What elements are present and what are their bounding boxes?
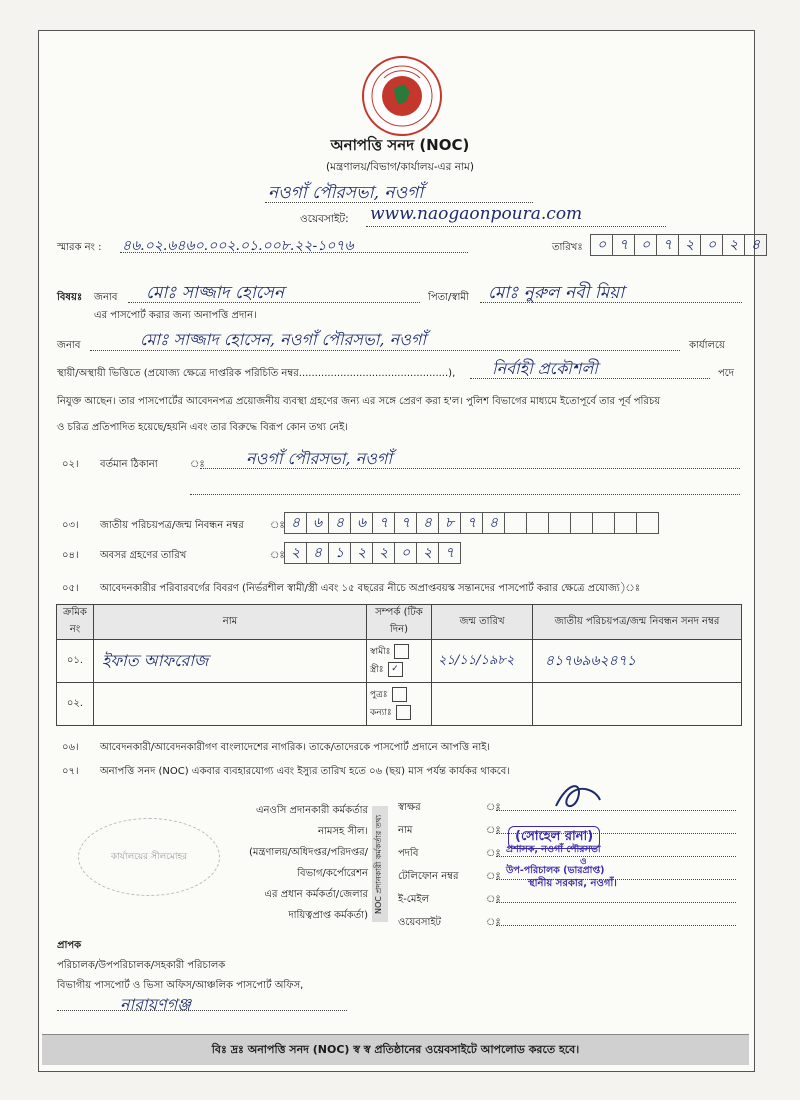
- date-digit-box-0: ০: [590, 234, 613, 256]
- issuer-description: এনওসি প্রদানকারী কর্মকর্তার নামসহ সীল। (মন্ত্রণালয়/অধিদপ্তর/পরিদপ্তর/ বিভাগ/কর্পোরেশন এর প্রধান কর্মকর্তা/জেলার দায়িত্বপ্রাপ্ত কর্মকর্তা): [248, 805, 368, 921]
- father-label: পিতা/স্বামী: [428, 292, 469, 303]
- stamp-line3: উপ-পরিচালক (ভারপ্রাপ্ত): [506, 865, 605, 876]
- nid-num: ০৩।: [62, 520, 79, 531]
- father-name: মোঃ নুরুল নবী মিয়া: [488, 283, 625, 303]
- row-serial: ০২.: [57, 683, 94, 726]
- retire-digit-box-1: ৪: [306, 542, 329, 564]
- relation-wife-label: স্ত্রীঃ: [370, 665, 384, 675]
- col-nid: জাতীয় পরিচয়পত্র/জন্ম নিবন্ধন সনদ নম্বর: [533, 605, 742, 640]
- nid-boxes: [284, 512, 658, 534]
- retire-digit-box-2: ১: [328, 542, 351, 564]
- retire-label: অবসর গ্রহণের তারিখ: [100, 550, 187, 561]
- member-name: ইফাত আফরোজ: [102, 650, 209, 670]
- member-nid: ৪১৭৬৯৬২৪৭১: [545, 653, 636, 669]
- website-label: ওয়েবসাইট:: [300, 213, 349, 225]
- post-suffix: পদে: [718, 368, 735, 379]
- family-label: আবেদনকারীর পরিবারবর্গের বিবরণ (নির্ভরশীল স্বামী/স্ত্রী এবং ১৫ বছরের নীচে অপ্রাপ্তবয়স্ক সন্তানদের পাসপোর্ট করার ক্ষেত্রে প্রযোজ্য)ঃ: [100, 583, 641, 594]
- subject-label: বিষয়ঃ: [57, 292, 83, 303]
- member-dob: ২১/১১/১৯৮২: [438, 652, 515, 668]
- col-serial: ক্রমিক নং: [57, 605, 94, 640]
- subject-mr: জনাব: [94, 292, 118, 303]
- retire-digit-box-3: ২: [350, 542, 373, 564]
- nid-digit-box-6: ৪: [416, 512, 439, 534]
- nid-digit-box-1: ৬: [306, 512, 329, 534]
- subject-line2: এর পাসপোর্ট করার জন্য অনাপত্তি প্রদান।: [94, 310, 257, 321]
- address-handwritten: নওগাঁ পৌরসভা, নওগাঁ: [246, 449, 393, 468]
- body-mr: জনাব: [57, 340, 81, 351]
- date-digit-box-6: ২: [722, 234, 745, 256]
- stamp-line1: প্রশাসক, নওগাঁ পৌরসভা: [506, 844, 601, 855]
- footer-note: বিঃ দ্রঃ অনাপত্তি সনদ (NOC) স্ব স্ব প্রতিষ্ঠানের ওয়েবসাইটে আপলোড করতে হবে।: [42, 1034, 749, 1065]
- col-relation: সম্পর্ক (টিক দিন): [367, 605, 432, 640]
- retire-num: ০৪।: [62, 550, 79, 561]
- family-num: ০৫।: [62, 583, 79, 594]
- form-subtitle: (মন্ত্রণালয়/বিভাগ/কার্যালয়-এর নাম): [326, 161, 474, 173]
- retire-digit-box-0: ২: [284, 542, 307, 564]
- recipient-line2: বিভাগীয় পাসপোর্ট ও ভিসা অফিস/আঞ্চলিক পাসপোর্ট অফিস,: [57, 980, 304, 991]
- retire-boxes: [284, 542, 460, 564]
- relation-son-label: পুত্রঃ: [370, 690, 388, 700]
- office-name-handwritten: নওগাঁ পৌরসভা, নওগাঁ: [268, 183, 424, 203]
- office-seal-placeholder: কার্যালয়ের সীলমোহর: [78, 818, 220, 896]
- son-checkbox[interactable]: [392, 687, 407, 702]
- vertical-noc-label: NOC প্রদানকারী কর্মকর্তার তথ্য: [372, 806, 388, 922]
- nid-digit-box-7: ৮: [438, 512, 461, 534]
- col-dob: জন্ম তারিখ: [432, 605, 533, 640]
- family-table: [56, 604, 742, 726]
- note6-text: আবেদনকারী/আবেদনকারীগণ বাংলাদেশের নাগরিক। তাকে/তাদেরকে পাসপোর্ট প্রদানে আপত্তি নাই।: [100, 742, 491, 753]
- retire-digit-box-7: ৭: [438, 542, 461, 564]
- nid-digit-box-14: [592, 512, 615, 534]
- date-digit-box-5: ০: [700, 234, 723, 256]
- relation-daughter-label: কন্যাঃ: [370, 708, 392, 718]
- recipient-label: প্রাপক: [57, 940, 82, 951]
- body-line3: নিযুক্ত আছেন। তার পাসপোর্টের আবেদনপত্র প্রয়োজনীয় ব্যবস্থা গ্রহণের জন্য এর সঙ্গে প্রেরণ করা হ'ল। পুলিশ বিভাগের মাধ্যমে ইতোপূর্বে তার পূর্ব পরিচয়: [57, 396, 661, 407]
- row-serial: ০১.: [57, 640, 94, 683]
- date-digit-box-2: ০: [634, 234, 657, 256]
- date-digit-box-3: ৭: [656, 234, 679, 256]
- date-digit-box-4: ২: [678, 234, 701, 256]
- note7-text: অনাপত্তি সনদ (NOC) একবার ব্যবহারযোগ্য এবং ইস্যুর তারিখ হতে ০৬ (ছয়) মাস পর্যন্ত কার্যকর থাকবে।: [100, 766, 510, 777]
- daughter-checkbox[interactable]: [396, 705, 411, 720]
- government-seal-logo: [362, 56, 442, 136]
- table-row: [57, 683, 742, 726]
- office-suffix: কার্যালয়ে: [689, 340, 725, 351]
- wife-checkbox[interactable]: ✓: [388, 662, 403, 677]
- stamp-line2: ও: [580, 857, 587, 867]
- memo-value: ৪৬.০২.৬৪৬০.০০২.০১.০০৮.২২-১০৭৬: [122, 238, 354, 254]
- note6-num: ০৬।: [62, 742, 79, 753]
- retire-digit-box-5: ০: [394, 542, 417, 564]
- form-title: অনাপত্তি সনদ (NOC): [330, 136, 470, 154]
- date-boxes: [590, 234, 766, 256]
- body-line4: ও চরিত্র প্রতিপাদিত হয়েছে/হয়নি এবং তার বিরুদ্ধে বিরূপ কোন তথ্য নেই।: [57, 422, 348, 433]
- signature-scribble: [548, 776, 608, 816]
- col-name: নাম: [94, 605, 367, 640]
- nid-digit-box-8: ৭: [460, 512, 483, 534]
- note7-num: ০৭।: [62, 766, 79, 777]
- nid-digit-box-3: ৬: [350, 512, 373, 534]
- relation-husband-label: স্বামীঃ: [370, 647, 391, 657]
- retire-digit-box-4: ২: [372, 542, 395, 564]
- nid-digit-box-0: ৪: [284, 512, 307, 534]
- applicant-name: মোঃ সাজ্জাদ হোসেন: [146, 283, 284, 303]
- memo-label: স্মারক নং :: [57, 242, 102, 253]
- nid-digit-box-11: [526, 512, 549, 534]
- nid-digit-box-15: [614, 512, 637, 534]
- nid-digit-box-12: [548, 512, 571, 534]
- nid-digit-box-10: [504, 512, 527, 534]
- nid-label: জাতীয় পরিচয়পত্র/জন্ম নিবন্ধন নম্বর: [100, 520, 244, 531]
- recipient-city: নারায়ণগঞ্জ: [120, 995, 191, 1014]
- stamp-line4: স্থানীয় সরকার, নওগাঁ।: [528, 878, 617, 889]
- table-row: [57, 640, 742, 683]
- body-line2: স্থায়ী/অস্থায়ী ভিত্তিতে (প্রযোজ্য ক্ষেত্রে দাপ্তরিক পরিচিতি নম্বর...............................................),: [57, 368, 456, 379]
- website-value: www.naogaonpoura.com: [370, 204, 583, 224]
- designation-handwritten: নির্বাহী প্রকৌশলী: [492, 359, 598, 378]
- address-num: ০২।: [62, 459, 79, 470]
- nid-digit-box-5: ৭: [394, 512, 417, 534]
- husband-checkbox[interactable]: [394, 644, 409, 659]
- nid-digit-box-16: [636, 512, 659, 534]
- recipient-line1: পরিচালক/উপপরিচালক/সহকারী পরিচালক: [57, 960, 226, 971]
- nid-digit-box-4: ৭: [372, 512, 395, 534]
- retire-digit-box-6: ২: [416, 542, 439, 564]
- date-label: তারিখঃ: [552, 242, 583, 253]
- officer-name-stamp: (সোহেল রানা): [508, 826, 600, 849]
- signature-fields: স্বাক্ষর নাম পদবি টেলিফোন নম্বর ই-মেইল ওয়েবসাইট: [398, 802, 459, 928]
- address-label: বর্তমান ঠিকানা: [100, 459, 158, 470]
- date-digit-box-7: ৪: [744, 234, 767, 256]
- nid-digit-box-9: ৪: [482, 512, 505, 534]
- office-handwritten: মোঃ সাজ্জাদ হোসেন, নওগাঁ পৌরসভা, নওগাঁ: [140, 330, 427, 349]
- nid-digit-box-2: ৪: [328, 512, 351, 534]
- date-digit-box-1: ৭: [612, 234, 635, 256]
- nid-digit-box-13: [570, 512, 593, 534]
